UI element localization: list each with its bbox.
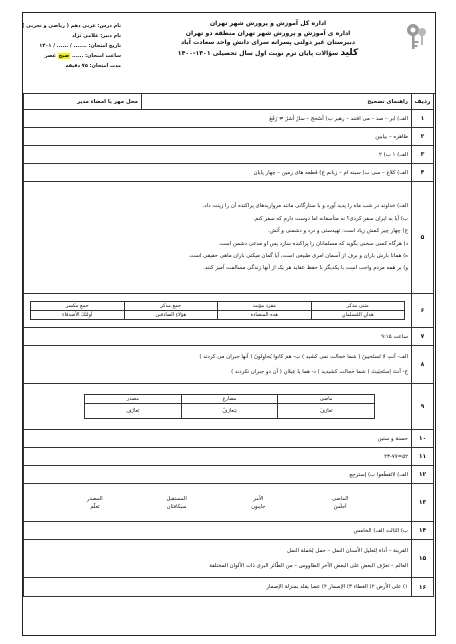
verb-types-table [54,495,381,511]
row-number: ۸ [412,346,434,384]
table-row [24,466,434,484]
row-number: ۱۰ [412,430,434,448]
noun-value: هذانِ المُسلمانِ [311,311,405,320]
table-row [24,110,434,128]
row-number: ۱۱ [412,448,434,466]
verb-forms-cell [24,384,412,430]
definitions-answers [24,540,412,578]
translation-answers [24,182,412,294]
answer-text: ۱) علی الأرض ۲) الغطاء ۳) الإصمار ۴) عصا یقلد بمنزلة الإصمار [24,578,412,597]
time-line [29,51,121,61]
row-number: ۱۳ [412,484,434,522]
answer-text: ظاهره – بیابین [24,128,412,146]
exam-title-block [173,19,363,59]
table-row [24,484,434,522]
noun-value: أولئکَ الأصدقاء [31,311,125,320]
type-value: جانِبون [251,503,266,510]
type-value: سیکافئان [166,503,187,510]
time-morning: صبح [58,53,70,59]
noun-head: جمع مکسر [31,302,125,311]
definition-line: العالم – تعرّف البعض علی البعض الأخر الطاووس – من الطّائر البری ذات الألوان المختلفة [209,562,408,569]
type-head: الأمر [253,495,264,502]
row-number: ۴ [412,164,434,182]
row-number: ۱۵ [412,540,434,578]
date-line: تاریخ امتحان: ....... / ...... / ۱۴۰۱ [39,43,121,49]
row-number: ۵ [412,182,434,294]
verb-forms-table [84,394,375,419]
col-sign-header: محل مهر یا امضاء مدیر [24,94,142,110]
header-line-2: اداره ی آموزش و پرورش شهر تهران منطقه دو تهران [185,29,351,37]
exam-title: سؤالات پایان ترم نوبت اول سال تحصیلی ۱۴۰۱-۱۴۰۰ [177,49,339,57]
type-value: أجلَسَ [333,503,347,510]
teacher-line: نام دبیر: غلامی نژاد [72,33,121,39]
translation-line: و) بر همه مردم واجب است با یکدیگر با حفظ عقاید هر یک از آنها زندگی مسالمت آمیز کنند. [203,265,408,272]
table-row [24,328,434,346]
answer-text: ۵۲=۲۳-۷۷ [24,448,412,466]
exam-header [23,13,435,94]
key-label: کلید [340,47,359,58]
verb-types-cell [24,484,412,522]
answer-text: حسنة و ستین [24,430,412,448]
verb-head: مضارع [181,395,278,404]
table-header-row [24,94,434,110]
table-row [24,182,434,294]
answer-text: الف) لاتَقطَعوا ب) إسترجِع [24,466,412,484]
verb-line: الف- اَنتِ لا تَستَحیینَ ( شما خجالت نمی کشید ) ب- هم کانوا یُحاوِلونَ ( آنها جبران می کردند ) [199,353,408,360]
row-number: ۶ [412,294,434,328]
table-row [24,164,434,182]
type-head: المستقبل [166,495,187,502]
row-number: ۷ [412,328,434,346]
row-number: ۱۴ [412,522,434,540]
table-row [24,448,434,466]
answer-text: الف) ۱ ب) ۲ [24,146,412,164]
header-line-3: دبیرستان غیر دولتی پسرانه سرای دانش واحد سعادت آباد [180,39,356,46]
duration-line: مدت امتحان: ۷۵ دقیقه [65,63,121,69]
table-row [24,522,434,540]
col-guide-header: راهنمای تصحیح [142,94,412,110]
table-row [24,540,434,578]
table-row [24,430,434,448]
verb-value: تَعارَفَ [278,404,375,419]
time-label: ساعت امتحان: ...... [72,53,121,59]
table-row [24,294,434,328]
noun-value: هذه المتضادة [218,311,312,320]
translation-line: الف) خداوند در شب ماه را پدید آورد و با ستارگانی مانند مرواریدهای پراکنده آن را زینت داد. [202,203,408,210]
type-value: تَعلُّم [90,503,100,510]
definition-line: القرینة – أداة لِتَعلیل الأسنان النمل – حمل لِحَملة النمل [287,547,408,554]
subject-line: نام درس: عربی دهم ( ریاضی و تجربی ) [22,23,121,29]
noun-head: جمع مذکر [124,302,218,311]
translation-line: ج) چهار چیز کمش زیاد است: تهیدستی و درد و دشمنی و آتش. [268,228,408,235]
answer-text: ب) الثالث الف) الخامس [24,522,412,540]
header-line-1: اداره کل آموزش و پرورش شهر تهران [209,20,327,27]
noun-value: هؤلاءِ الصادقین [124,311,218,320]
row-number: ۱۲ [412,466,434,484]
school-emblem-icon [403,21,429,51]
exam-info [22,21,121,71]
table-row [24,384,434,430]
time-evening: عصر [44,53,57,59]
table-row [24,146,434,164]
row-number: ۹ [412,384,434,430]
row-number: ۲ [412,128,434,146]
answer-key-table [23,93,434,597]
row-number: ۳ [412,146,434,164]
answer-text: الف) کلاغ – سی ب) سینه ام – زبانم ج) قطعه های زمین – چهار پایان [24,164,412,182]
translation-line: ب) آیا به ایران سفر کردی؟ نه متأسفانه اما دوست دارم که سفر کنم. [253,215,408,222]
verb-value: تَعارُف [85,404,182,419]
verb-value: یَتعارَفُ [181,404,278,419]
type-head: الماضی [331,495,349,502]
col-num-header: ردیف [412,94,434,110]
noun-forms-cell [24,294,412,328]
answer-text: ساعت ۹:۱۵ [24,328,412,346]
header-line-4 [173,48,363,59]
type-head: المصدر [87,495,103,502]
verb-answers [24,346,412,384]
noun-head: مثنی مذکر [311,302,405,311]
verb-line: ج- اَنتَ اِستَحیَیتَ ( شما خجالت کشیدید ) د- هما یا عِیلانِ ( آن دو جبران نکردند ) [231,368,408,375]
verb-head: مصدر [85,395,182,404]
row-number: ۱۶ [412,578,434,597]
translation-line: د) هرگاه کسی سخنی بگوید که مسلمانان را پراکنده سازد پس او مدعی دشمن است. [218,240,408,247]
noun-forms-table [30,301,405,320]
translation-line: ه) همانا بارش باران و برف از آسمان امری طبیعی است، آیا گمان میکنی باران ماهی حقیقی است. [188,252,408,259]
row-number: ۱ [412,110,434,128]
noun-head: مفرد مؤنث [218,302,312,311]
verb-head: ماضی [278,395,375,404]
table-row [24,128,434,146]
answer-text: الف) ابر – صد – می افتند – رهبر ب) أسْحج – سازَ أشرُ ≠ رَفَعَ [24,110,412,128]
table-row [24,578,434,597]
table-row [24,346,434,384]
exam-sheet [22,12,436,636]
